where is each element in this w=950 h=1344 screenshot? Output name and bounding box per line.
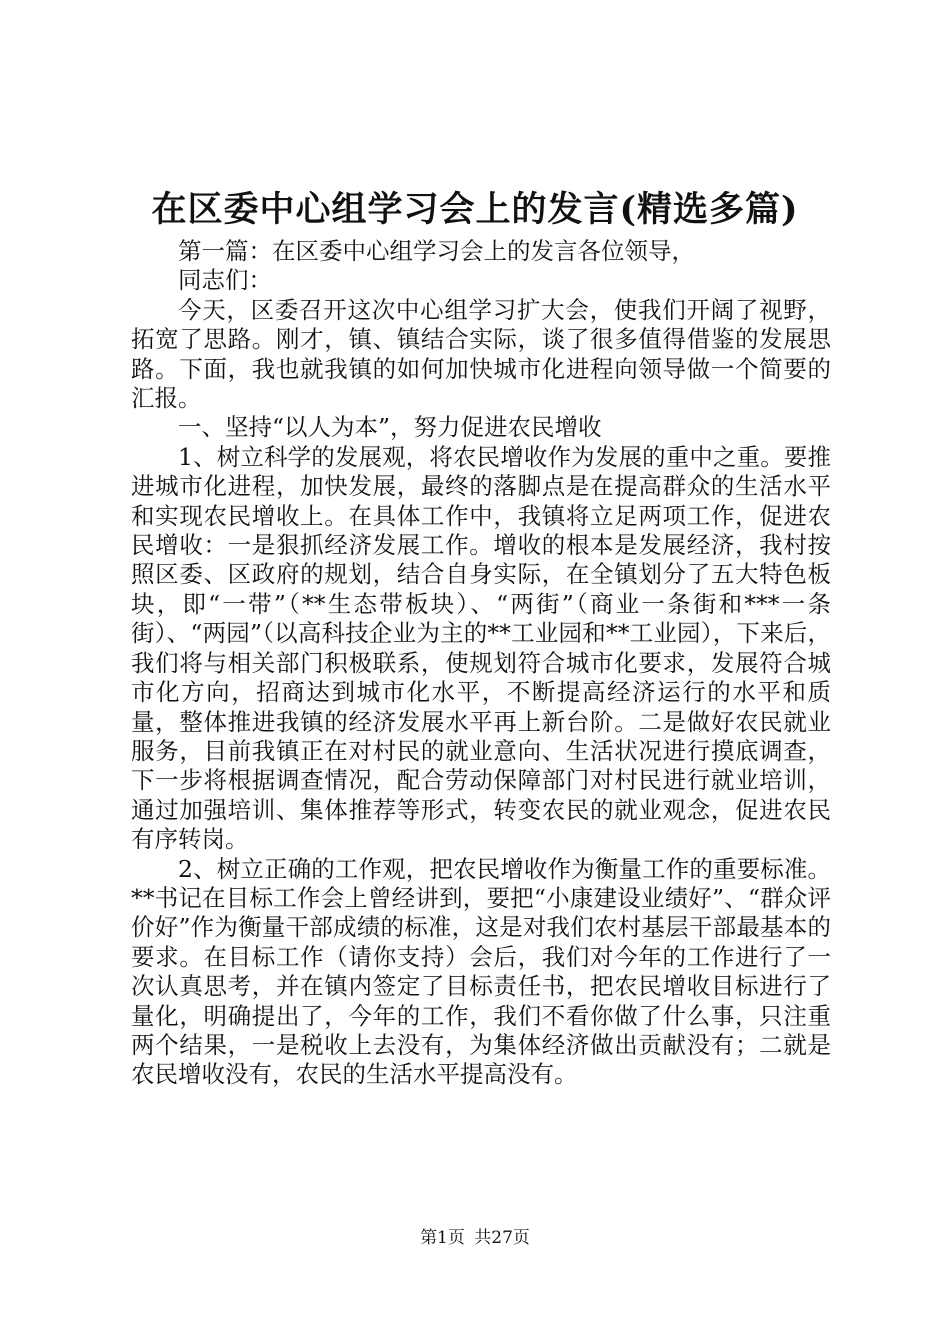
paragraph: 一、坚持“以人为本”，努力促进农民增收 — [178, 413, 602, 442]
document-title: 在区委中心组学习会上的发言(精选多篇) — [151, 189, 799, 230]
document-body — [131, 237, 831, 1090]
paragraph: 2、树立正确的工作观，把农民增收作为衡量工作的重要标准。**书记在目标工作会上曾经讲到，要把“小康建设业绩好”、“群众评价好”作为衡量干部成绩的标准，这是对我们农村基层干部最基本的要求。在目标工作（请你支持）会后，我们对今年的工作进行了一次认真思考，并在镇内签定了目标责任书，把农民增收目标进行了量化，明确提出了，今年的工作，我们不看你做了什么事，只注重两个结果，一是税收上去没有，为集体经济做出贡献没有；二就是农民增收没有，农民的生活水平提高没有。 — [131, 854, 831, 1089]
page-number: 第1页 — [420, 1228, 465, 1248]
paragraph: 今天，区委召开这次中心组学习扩大会，使我们开阔了视野，拓宽了思路。刚才，镇、镇结合实际，谈了很多值得借鉴的发展思路。下面，我也就我镇的如何加快城市化进程向领导做一个简要的汇报。 — [131, 295, 831, 413]
paragraph: 同志们： — [178, 266, 272, 295]
paragraph: 1、树立科学的发展观，将农民增收作为发展的重中之重。要推进城市化进程，加快发展，最终的落脚点是在提高群众的生活水平和实现农民增收上。在具体工作中，我镇将立足两项工作，促进农民增收：一是狠抓经济发展工作。增收的根本是发展经济，我村按照区委、区政府的规划，结合自身实际，在全镇划分了五大特色板块，即“一带”（**生态带板块）、“两街”（商业一条街和***一条街）、“两园”（以高科技企业为主的**工业园和**工业园），下来后，我们将与相关部门积极联系，使规划符合城市化要求，发展符合城市化方向，招商达到城市化水平，不断提高经济运行的水平和质量，整体推进我镇的经济发展水平再上新台阶。二是做好农民就业服务，目前我镇正在对村民的就业意向、生活状况进行摸底调查，下一步将根据调查情况，配合劳动保障部门对村民进行就业培训，通过加强培训、集体推荐等形式，转变农民的就业观念，促进农民有序转岗。 — [131, 442, 831, 854]
page-footer — [0, 1227, 950, 1249]
page-total: 共27页 — [474, 1228, 530, 1248]
paragraph: 第一篇：在区委中心组学习会上的发言各位领导， — [178, 237, 695, 265]
